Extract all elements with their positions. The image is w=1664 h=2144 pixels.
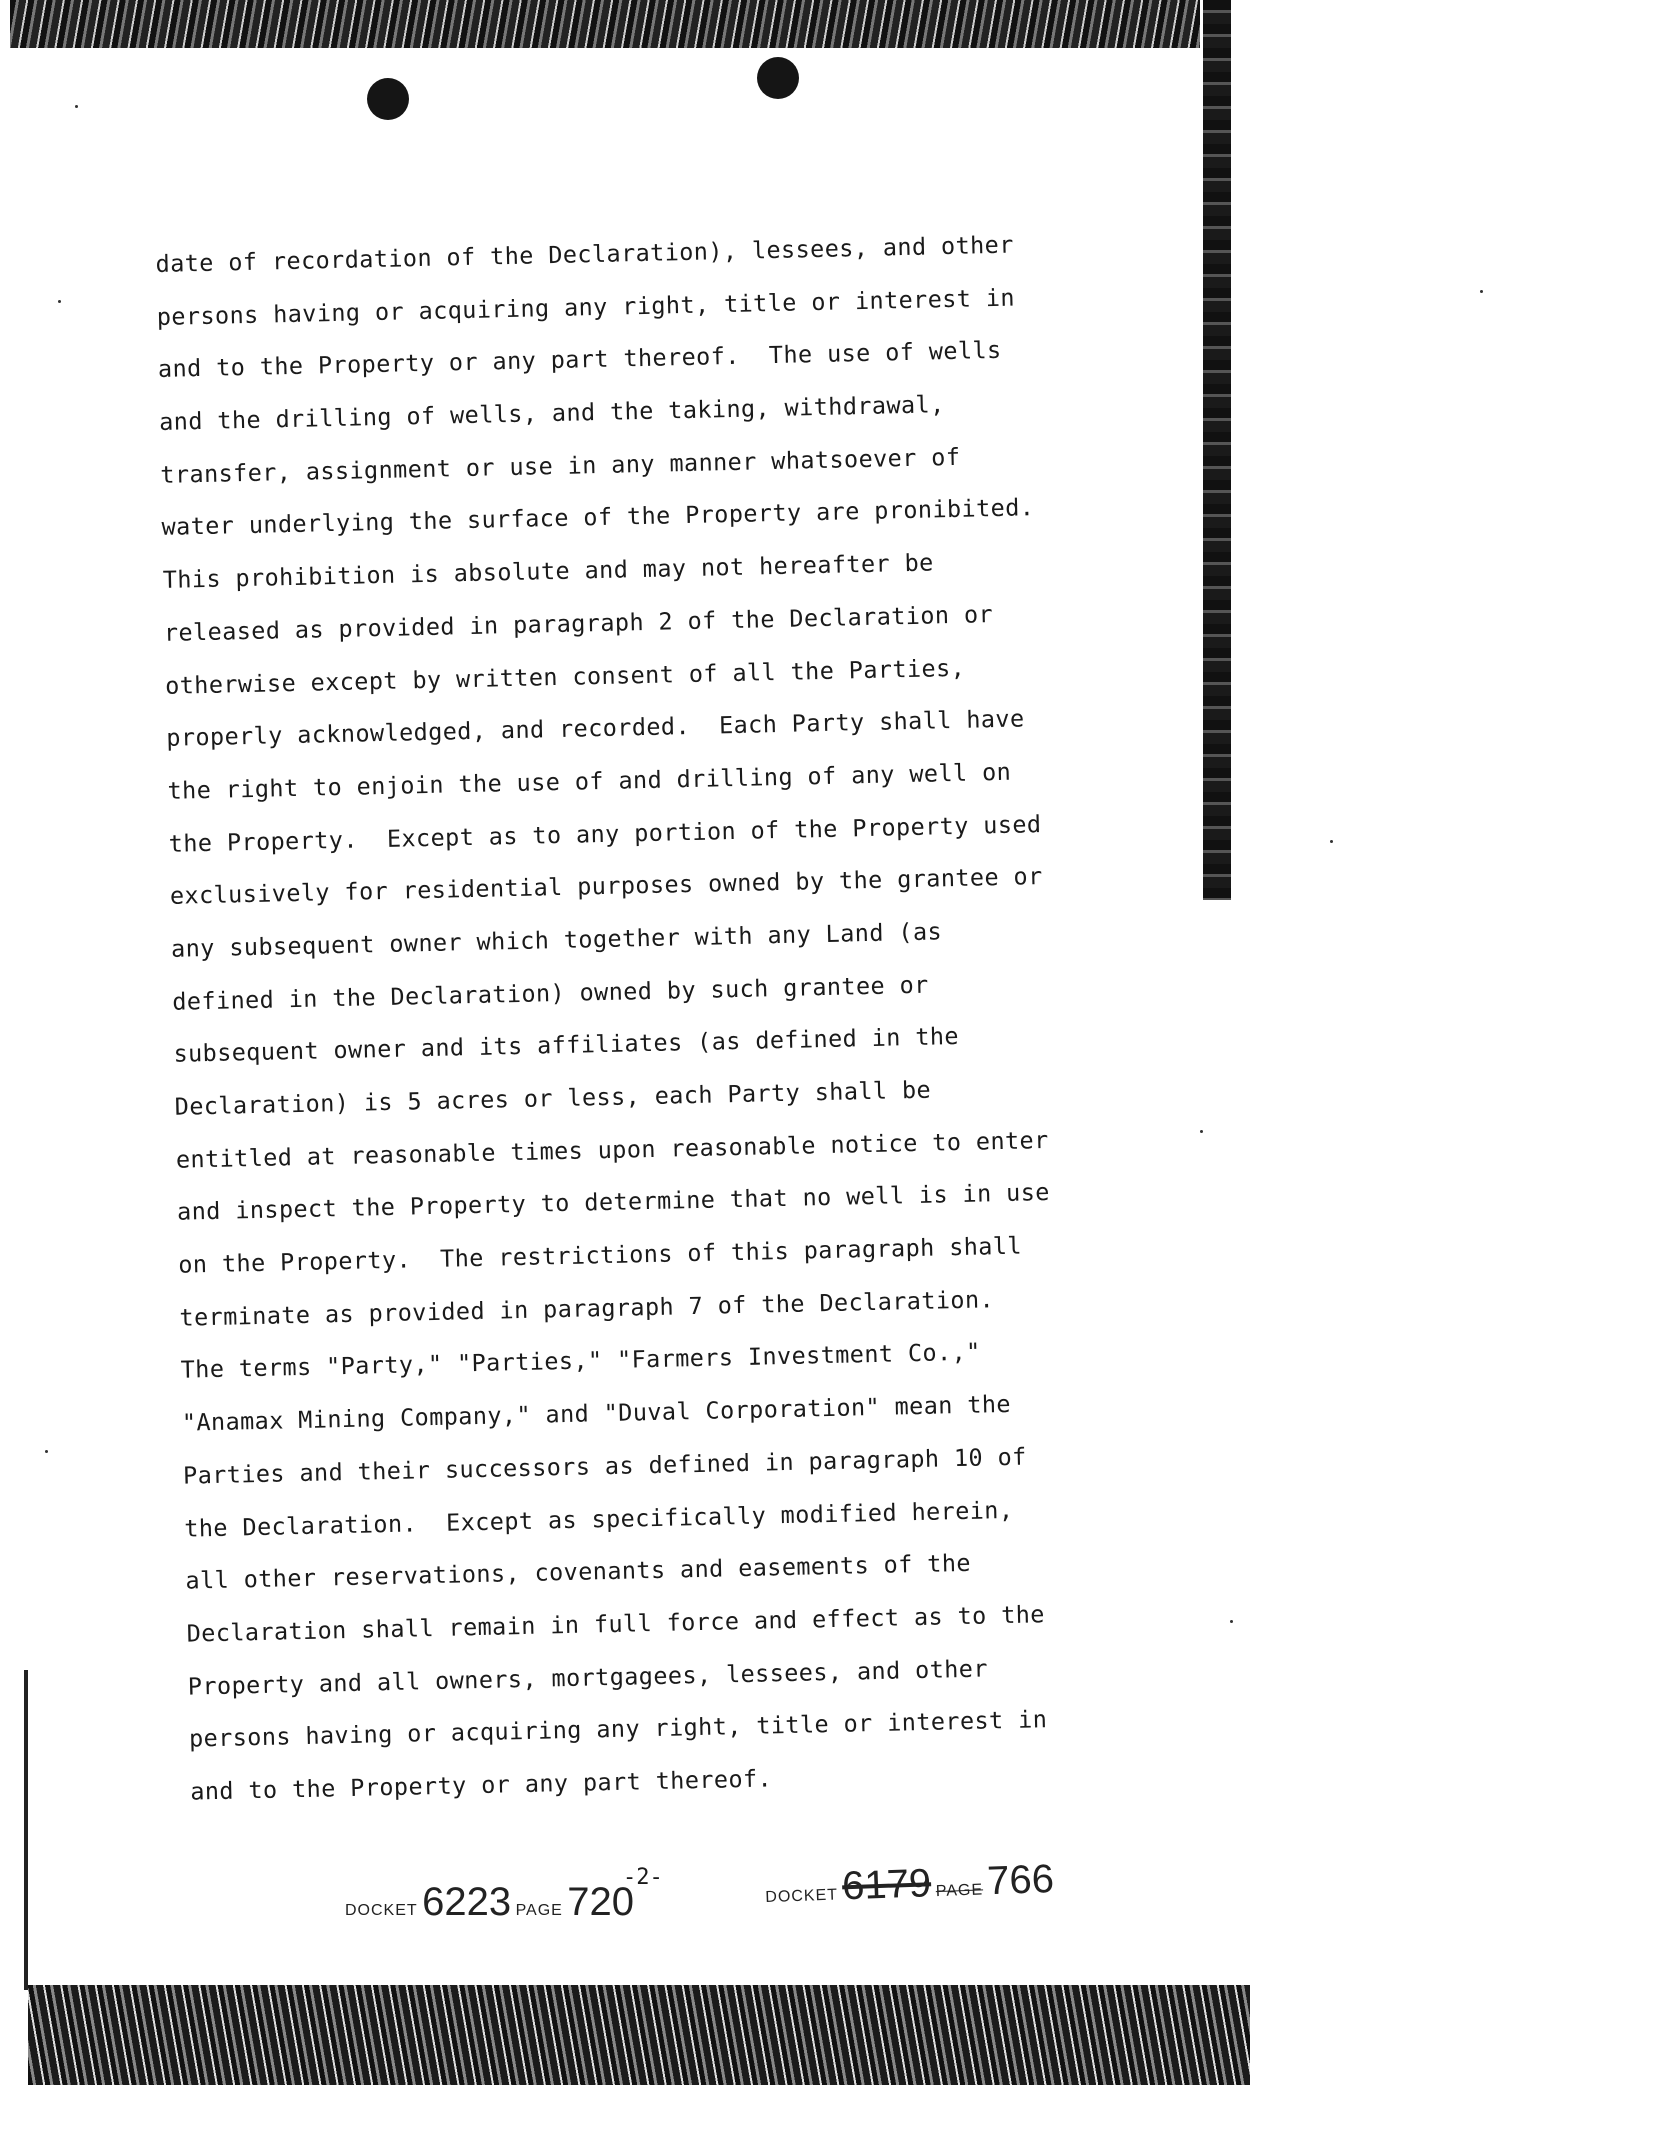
scan-artifact-left-rule — [24, 1670, 28, 1990]
scan-speck — [1480, 290, 1483, 293]
text-line: terminate as provided in paragraph 7 of the Declaration. — [179, 1284, 995, 1332]
text-line: any subsequent owner which together with any Land (as — [170, 917, 943, 963]
text-line: Parties and their successors as defined in paragraph 10 of — [182, 1442, 1027, 1490]
text-line: released as provided in paragraph 2 of the Declaration or — [163, 599, 994, 647]
text-line: Property and all owners, mortgagees, lessees, and other — [187, 1654, 989, 1701]
text-line: subsequent owner and its affiliates (as defined in the — [173, 1022, 960, 1069]
text-line: the Declaration. Except as specifically modified herein, — [183, 1495, 1014, 1543]
text-line: and inspect the Property to determine that no well is in use — [176, 1178, 1051, 1227]
scan-speck — [1200, 1130, 1203, 1133]
text-line: This prohibition is absolute and may not hereafter be — [162, 548, 934, 595]
text-line: The terms "Party," "Parties," "Farmers Investment Co.," — [180, 1337, 981, 1385]
body-paragraph — [155, 217, 1131, 1819]
stamp-page-label: PAGE — [935, 1881, 984, 1901]
stamp-docket-number: 6179 — [841, 1861, 932, 1909]
scan-artifact-top — [10, 0, 1200, 48]
stamp-docket-label: DOCKET — [345, 1902, 418, 1919]
scan-speck — [58, 300, 61, 303]
stamp-docket-number: 6223 — [422, 1880, 512, 1924]
text-line: exclusively for residential purposes owned by the grantee or — [169, 862, 1043, 911]
scan-speck — [75, 105, 78, 108]
text-line: defined in the Declaration) owned by such grantee or — [172, 970, 929, 1016]
scan-speck — [1230, 1620, 1233, 1623]
text-line: "Anamax Mining Company," and "Duval Corporation" mean the — [181, 1390, 1012, 1437]
text-line: Declaration) is 5 acres or less, each Party shall be — [174, 1075, 932, 1121]
text-line: Declaration shall remain in full force and effect as to the — [186, 1600, 1046, 1648]
recording-stamp-right — [764, 1857, 1054, 1912]
text-line: water underlying the surface of the Property are pronibited. — [161, 493, 1035, 542]
recording-stamp-left — [345, 1880, 634, 1925]
text-line: entitled at reasonable times upon reasonable notice to enter — [175, 1125, 1049, 1174]
stamp-page-label: PAGE — [515, 1902, 563, 1919]
text-line: the Property. Except as to any portion of the Property used — [168, 809, 1042, 858]
stamp-page-number: 766 — [986, 1856, 1055, 1904]
text-line: on the Property. The restrictions of this paragraph shall — [177, 1231, 1023, 1279]
text-line: and to the Property or any part thereof. The use of wells — [157, 336, 1002, 384]
text-line: otherwise except by written consent of all the Parties, — [164, 653, 966, 700]
text-line: all other reservations, covenants and easements of the — [185, 1549, 972, 1595]
scan-speck — [45, 1450, 48, 1453]
scan-artifact-bottom — [28, 1985, 1250, 2085]
page-number: -2- — [623, 1865, 663, 1890]
punch-hole-right — [757, 57, 799, 99]
text-line: and the drilling of wells, and the taking, withdrawal, — [158, 390, 945, 437]
scan-speck — [1330, 840, 1333, 843]
text-line: persons having or acquiring any right, title or interest in — [156, 283, 1016, 331]
text-line: the right to enjoin the use of and drilling of any well on — [167, 757, 1012, 805]
text-line: transfer, assignment or use in any manner whatsoever of — [160, 442, 961, 489]
stamp-page-number: 720 — [567, 1880, 635, 1924]
text-line: and to the Property or any part thereof. — [189, 1764, 773, 1806]
stamp-docket-label: DOCKET — [765, 1886, 839, 1907]
scan-artifact-right-edge — [1203, 0, 1231, 900]
text-line: persons having or acquiring any right, title or interest in — [188, 1705, 1048, 1753]
text-line: date of recordation of the Declaration), lessees, and other — [155, 230, 1015, 278]
punch-hole-left — [367, 78, 409, 120]
text-line: properly acknowledged, and recorded. Each Party shall have — [166, 704, 1025, 753]
